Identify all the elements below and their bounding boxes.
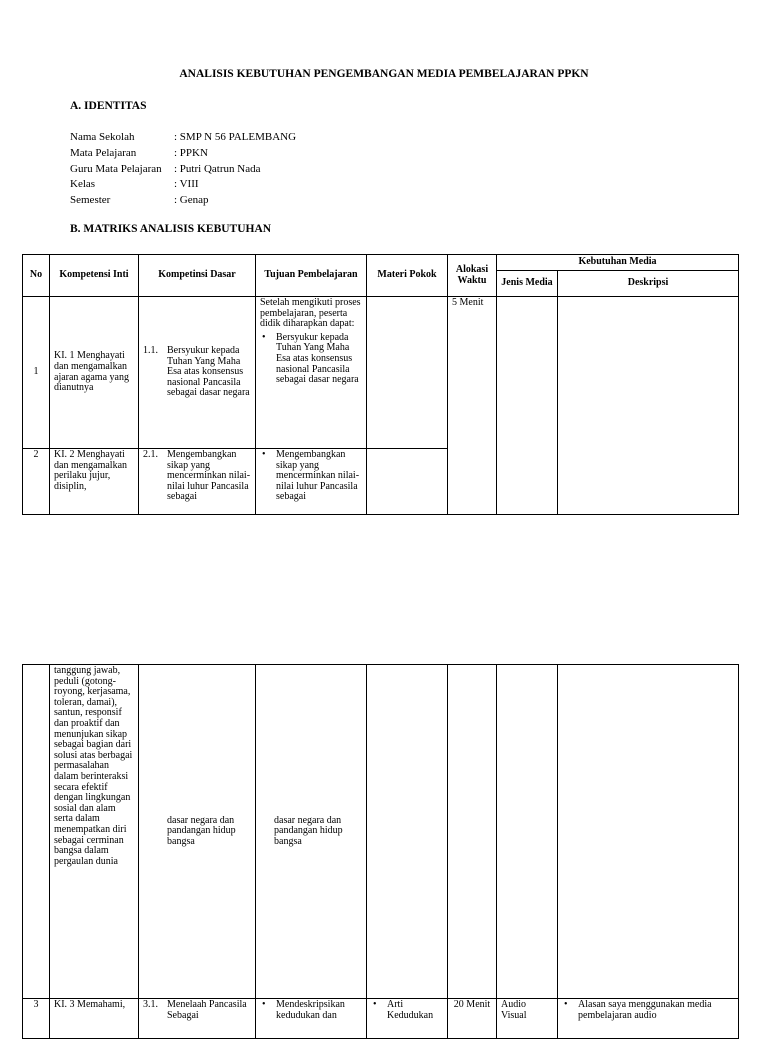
row-number: 2 <box>23 449 50 515</box>
row-number <box>23 665 50 999</box>
deskripsi-cell <box>558 665 739 999</box>
kompetensi-dasar-cell <box>139 999 256 1039</box>
tujuan-cell <box>256 449 367 515</box>
header-deskripsi: Deskripsi <box>558 271 739 297</box>
header-alokasi-waktu: Alokasi Waktu <box>448 255 497 297</box>
tujuan-bullet: Mengembangkan sikap yang mencerminkan nilai-nilai luhur Pancasila sebagai <box>276 449 360 503</box>
identity-label: Guru Mata Pelajaran <box>70 163 162 175</box>
table-row <box>23 665 739 999</box>
kd-number: 1.1. <box>143 345 158 357</box>
kd-text: Menelaah Pancasila Sebagai <box>167 999 247 1021</box>
kompetensi-dasar-cell <box>139 297 256 449</box>
kompetensi-inti-cell: tanggung jawab, peduli (gotong-royong, kerjasama, toleran, damai), santun, responsif dan proaktif dan menunjukan sikap sebagai bagian dari solusi atas berbagai permasalahan dalam berinteraksi secara efektif dengan lingkungan sosial dan alam serta dalam menempatkan diri sebagai cerminan bangsa dalam pergaulan dunia <box>50 665 139 999</box>
materi-cell <box>367 297 448 449</box>
kd-text: Bersyukur kepada Tuhan Yang Maha Esa atas konsensus nasional Pancasila sebagai dasar negara <box>167 345 250 399</box>
kompetensi-inti-cell: KI. 3 Memahami, <box>50 999 139 1039</box>
identity-value: : VIII <box>174 178 199 190</box>
identity-row <box>70 131 296 143</box>
kompetensi-dasar-cell: dasar negara dan pandangan hidup bangsa <box>139 665 256 999</box>
kompetensi-inti-cell: KI. 2 Menghayati dan mengamalkan perilaku jujur, disiplin, <box>50 449 139 515</box>
section-b-heading: B. MATRIKS ANALISIS KEBUTUHAN <box>70 223 272 235</box>
deskripsi-bullet: Alasan saya menggunakan media pembelajaran audio <box>578 999 712 1021</box>
header-kompetensi-dasar: Kompetinsi Dasar <box>139 255 256 297</box>
header-tujuan: Tujuan Pembelajaran <box>256 255 367 297</box>
materi-bullet: Arti Kedudukan <box>387 999 434 1021</box>
identity-value: : Genap <box>174 194 209 206</box>
identity-label: Semester <box>70 194 111 206</box>
bullet-icon: • <box>262 331 266 343</box>
identity-label: Mata Pelajaran <box>70 147 137 159</box>
alokasi-cell: 5 Menit <box>448 297 497 515</box>
alokasi-cell: 20 Menit <box>448 999 497 1039</box>
deskripsi-cell <box>558 999 739 1039</box>
kd-text: Mengembangkan sikap yang mencerminkan nilai-nilai luhur Pancasila sebagai <box>167 449 251 503</box>
header-kompetensi-inti: Kompetensi Inti <box>50 255 139 297</box>
tujuan-bullet: Mendeskripsikan kedudukan dan <box>276 999 345 1021</box>
identity-value: : Putri Qatrun Nada <box>174 163 261 175</box>
identity-row <box>70 147 208 159</box>
analysis-matrix-table <box>22 254 739 515</box>
identity-row <box>70 194 209 206</box>
kompetensi-inti-cell: KI. 1 Menghayati dan mengamalkan ajaran agama yang dianutnya <box>50 297 139 449</box>
identity-row <box>70 178 199 190</box>
header-no: No <box>23 255 50 297</box>
table-row <box>23 999 739 1039</box>
document-title: ANALISIS KEBUTUHAN PENGEMBANGAN MEDIA PEMBELAJARAN PPKN <box>179 68 589 80</box>
materi-cell <box>367 999 448 1039</box>
jenis-media-cell <box>497 665 558 999</box>
materi-cell <box>367 665 448 999</box>
identity-value: : PPKN <box>174 147 208 159</box>
identity-label: Kelas <box>70 178 96 190</box>
header-jenis-media: Jenis Media <box>497 271 558 297</box>
kompetensi-dasar-cell <box>139 449 256 515</box>
kd-number: 2.1. <box>143 449 158 460</box>
header-materi-pokok: Materi Pokok <box>367 255 448 297</box>
tujuan-bullet: Bersyukur kepada Tuhan Yang Maha Esa atas konsensus nasional Pancasila sebagai dasar negara <box>276 331 359 386</box>
identity-value: : SMP N 56 PALEMBANG <box>174 131 297 143</box>
alokasi-cell <box>448 665 497 999</box>
row-number: 1 <box>23 297 50 449</box>
bullet-icon: • <box>373 999 377 1010</box>
bullet-icon: • <box>564 999 568 1010</box>
bullet-icon: • <box>262 999 266 1010</box>
kd-number: 3.1. <box>143 999 158 1010</box>
row-number: 3 <box>23 999 50 1039</box>
bullet-icon: • <box>262 449 266 460</box>
jenis-media-cell: Audio Visual <box>497 999 558 1039</box>
identity-label: Nama Sekolah <box>70 131 135 143</box>
tujuan-intro: Setelah mengikuti proses pembelajaran, peserta didik diharapkan dapat: <box>260 297 361 330</box>
deskripsi-cell <box>558 297 739 515</box>
materi-cell <box>367 449 448 515</box>
analysis-matrix-table-continued <box>22 664 739 1039</box>
tujuan-cell <box>256 999 367 1039</box>
jenis-media-cell <box>497 297 558 515</box>
tujuan-cell <box>256 297 367 449</box>
tujuan-cell: dasar negara dan pandangan hidup bangsa <box>256 665 367 999</box>
identity-row <box>70 163 260 175</box>
table-row <box>23 297 739 449</box>
section-a-heading: A. IDENTITAS <box>70 100 147 112</box>
header-kebutuhan-media: Kebutuhan Media <box>497 255 739 271</box>
